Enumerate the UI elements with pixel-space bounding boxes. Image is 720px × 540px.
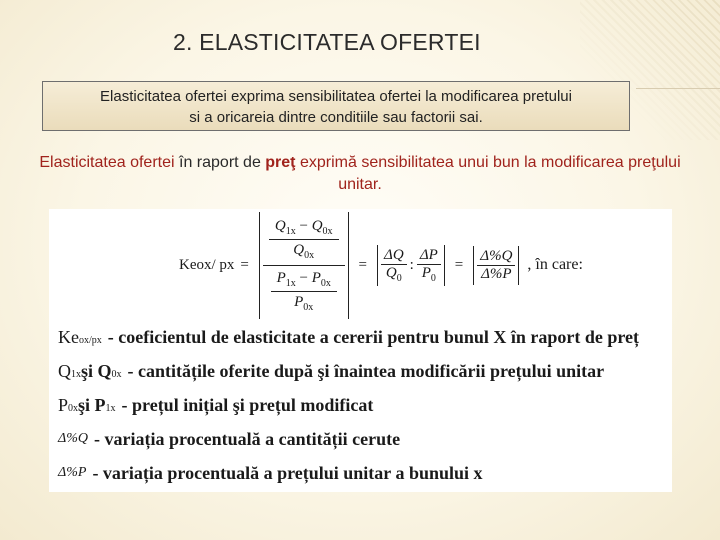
q0x-denominator: Q [293,241,305,258]
subtitle-term: Elasticitatea ofertei [39,154,175,171]
quantity-fraction [269,216,339,263]
legend-symbol: P 0x şi P 1x [58,394,116,415]
formula-panel [49,209,672,492]
p0x-denominator-sub: 0x [303,301,314,313]
equals-sign-2: = [358,256,368,273]
legend-symbol: Ke ox/px [58,326,102,347]
percent-fraction [477,248,515,283]
q0-symbol: Q [385,264,397,281]
legend-row [58,388,670,422]
q0x-sub: 0x [322,225,333,237]
legend-row [58,354,670,388]
p0x-symbol: P [311,269,321,286]
equals-sign-3: = [454,256,464,273]
legend-text: - prețul inițial şi prețul modificat [121,394,374,415]
slide-title: 2. ELASTICITATEA OFERTEI [173,29,481,55]
legend-symbol: Δ%Q [58,431,88,446]
legend-symbol: Δ%P [58,465,87,480]
q1x-symbol: Q [274,217,286,234]
elasticity-formula [179,215,583,315]
definition-line-1: Elasticitatea ofertei exprima sensibilitatea ofertei la modificarea pretului [100,88,572,105]
subtitle-price-term: preţ [265,154,296,171]
legend-row [58,320,670,354]
pct-p: Δ%P [481,265,512,282]
legend-symbol: Q 1x şi Q 0x [58,360,122,381]
abs-big-fraction [259,212,349,319]
legend-row [58,422,670,456]
legend-text: - variația procentuală a cantității cerute [94,428,401,449]
q0x-symbol: Q [311,217,323,234]
q0x-denominator-sub: 0x [304,249,315,261]
p1x-sub: 1x [285,277,296,289]
formula-in-care: , în care: [527,256,583,273]
q0-sub: 0 [396,272,402,284]
minus-sign-2: − [295,269,312,286]
p0-sub: 0 [430,272,436,284]
decorative-rule [636,88,720,89]
big-fraction [263,214,345,317]
big-fraction-denominator [265,266,343,317]
delta-p-fraction [417,247,441,284]
p0-symbol: P [421,264,431,281]
equals-sign-1: = [240,256,249,273]
delta-p: ΔP [417,247,441,265]
abs-ratio-fractions [377,245,445,286]
price-fraction [271,268,337,315]
formula-lhs: Keox/ px [179,256,235,273]
colon-divider: : [409,256,414,273]
subtitle-description: exprimă sensibilitatea unui bun la modificarea preţului unitar. [295,154,681,193]
legend-text: - coeficientul de elasticitate a cererii pentru bunul X în raport de preț [107,326,640,347]
subtitle-connector: în raport de [174,154,266,171]
p0x-denominator: P [294,293,304,310]
definition-box [42,81,630,131]
pct-q: Δ%Q [477,248,515,266]
minus-sign-1: − [295,217,312,234]
legend-row [58,456,670,490]
legend-text: - variația procentuală a prețului unitar a bunului x [92,462,483,483]
abs-percent-fraction [473,246,519,285]
p1x-symbol: P [276,269,286,286]
legend-text: - cantitățile oferite după şi înaintea modificării prețului unitar [127,360,605,381]
subtitle [20,152,700,196]
symbol-legend [58,320,670,490]
big-fraction-numerator [263,214,345,266]
delta-q-fraction [381,247,407,284]
p0x-sub: 0x [320,277,331,289]
delta-q: ΔQ [381,247,407,265]
q1x-sub: 1x [285,225,296,237]
definition-line-2: si a oricareia dintre conditiile sau factorii sai. [189,109,483,126]
